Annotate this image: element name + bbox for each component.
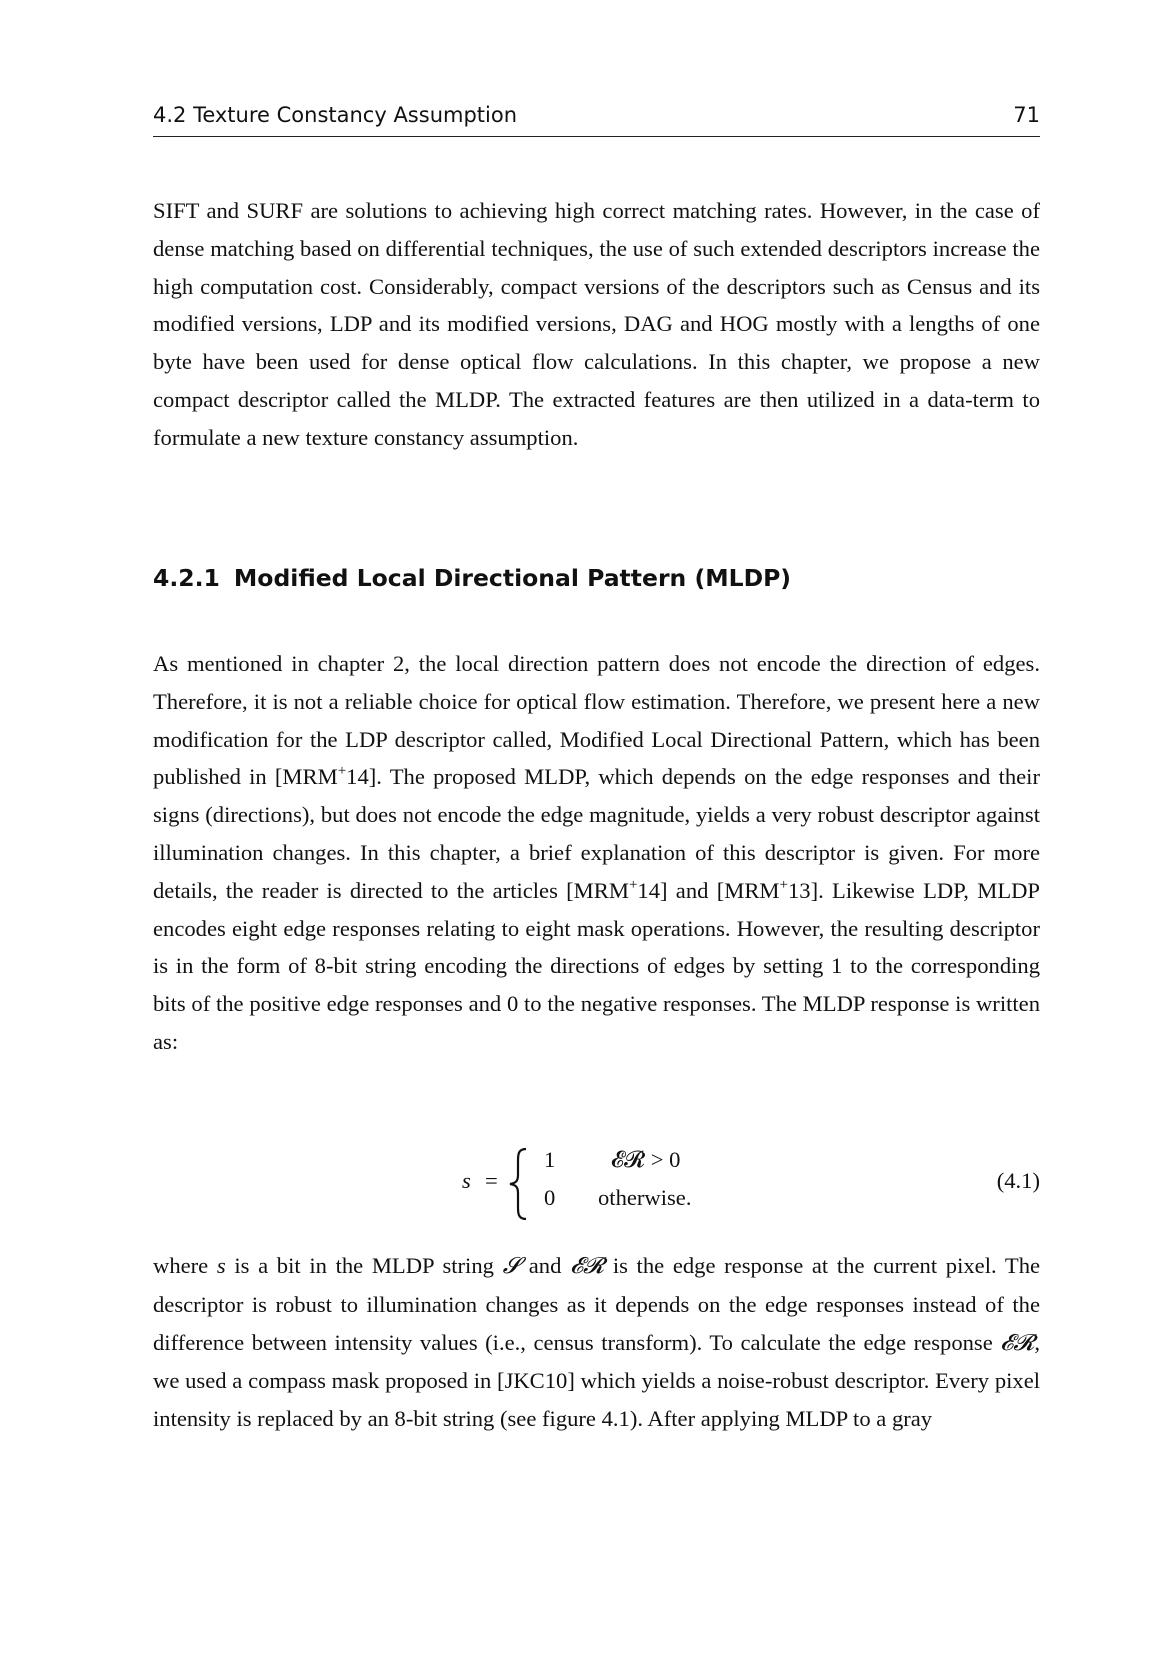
running-header — [153, 101, 1040, 137]
citation-superscript: + — [628, 876, 638, 893]
text-run: , we used a compass mask proposed in [JKC10] which yields a noise-robust descriptor. Every pixel intensity is replaced by an 8-bit string (see figure 4.1). After applying MLDP to a gray — [153, 1329, 1040, 1432]
math-symbol-ER: 𝓔𝓡 — [570, 1253, 605, 1279]
equation-equals: = — [485, 1168, 498, 1193]
paragraph-mldp-description — [153, 645, 1040, 1061]
text-run: 14]. The proposed MLDP, which depends on the edge responses and their signs (directions), but does not encode the edge magnitude, yields a very robust descriptor against illumination changes. In this chapter, a brief explanation of this descriptor is given. For more details, the reader is directed to the articles [MRM — [153, 764, 1040, 903]
math-variable-s: s — [216, 1253, 226, 1278]
text-run: is a bit in the MLDP string — [225, 1253, 503, 1278]
math-symbol-ER: 𝓔𝓡 — [1000, 1329, 1035, 1356]
text-run: 13]. Likewise LDP, MLDP encodes eight edge responses relating to eight mask operations. However, the resulting descriptor is in the form of 8-bit string encoding the directions of edges by setting 1 to the corresponding bits of the positive edge responses and 0 to the negative responses. The MLDP response is written as: — [153, 877, 1041, 1054]
section-number: 4.2.1 — [153, 564, 220, 592]
section-heading — [153, 563, 1040, 593]
case-1-condition: 𝓔𝓡 > 0 — [611, 1147, 681, 1172]
text-run: 14] and [MRM — [637, 877, 780, 903]
text-run: As mentioned in chapter 2, the local direction pattern does not encode the direction of edges. Therefore, it is not a reliable choice for optical flow estimation. Therefore, we present here a new modification for the LDP descriptor called, Modified Local Directional Pattern, which has been published in [MRM — [153, 651, 1040, 790]
text-run: where — [153, 1253, 217, 1278]
section-title: Modified Local Directional Pattern (MLDP) — [233, 564, 792, 592]
left-brace-icon — [508, 1147, 530, 1221]
citation-superscript: + — [779, 876, 788, 893]
equation-4-1 — [0, 1140, 1165, 1230]
citation-superscript: + — [337, 763, 347, 780]
text-run: and — [520, 1253, 571, 1278]
math-symbol-S: 𝓢 — [502, 1253, 521, 1279]
equation-number: (4.1) — [996, 1168, 1040, 1193]
page-number: 71 — [1013, 103, 1040, 127]
case-1-value: 1 — [544, 1147, 556, 1172]
equation-lhs: s — [462, 1168, 471, 1193]
case-2-condition: otherwise. — [598, 1185, 692, 1210]
header-section-title: 4.2 Texture Constancy Assumption — [153, 103, 518, 127]
paragraph-intro: SIFT and SURF are solutions to achieving high correct matching rates. However, in the case of dense matching based on differential techniques, the use of such extended descriptors increase the high computation cost. Considerably, compact versions of the descriptors such as Census and its modified versions, LDP and its modified versions, DAG and HOG mostly with a lengths of one byte have been used for dense optical flow calculations. In this chapter, we propose a new compact descriptor called the MLDP. The extracted features are then utilized in a data-term to formulate a new texture constancy assumption. — [153, 198, 1040, 450]
paragraph-edge-response — [153, 1247, 1040, 1438]
text-run: is the edge response at the current pixel. The descriptor is robust to illumination changes as it depends on the edge responses instead of the difference between intensity values (i.e., census transform). To calculate the edge response — [153, 1253, 1041, 1355]
case-2-value: 0 — [544, 1185, 556, 1210]
